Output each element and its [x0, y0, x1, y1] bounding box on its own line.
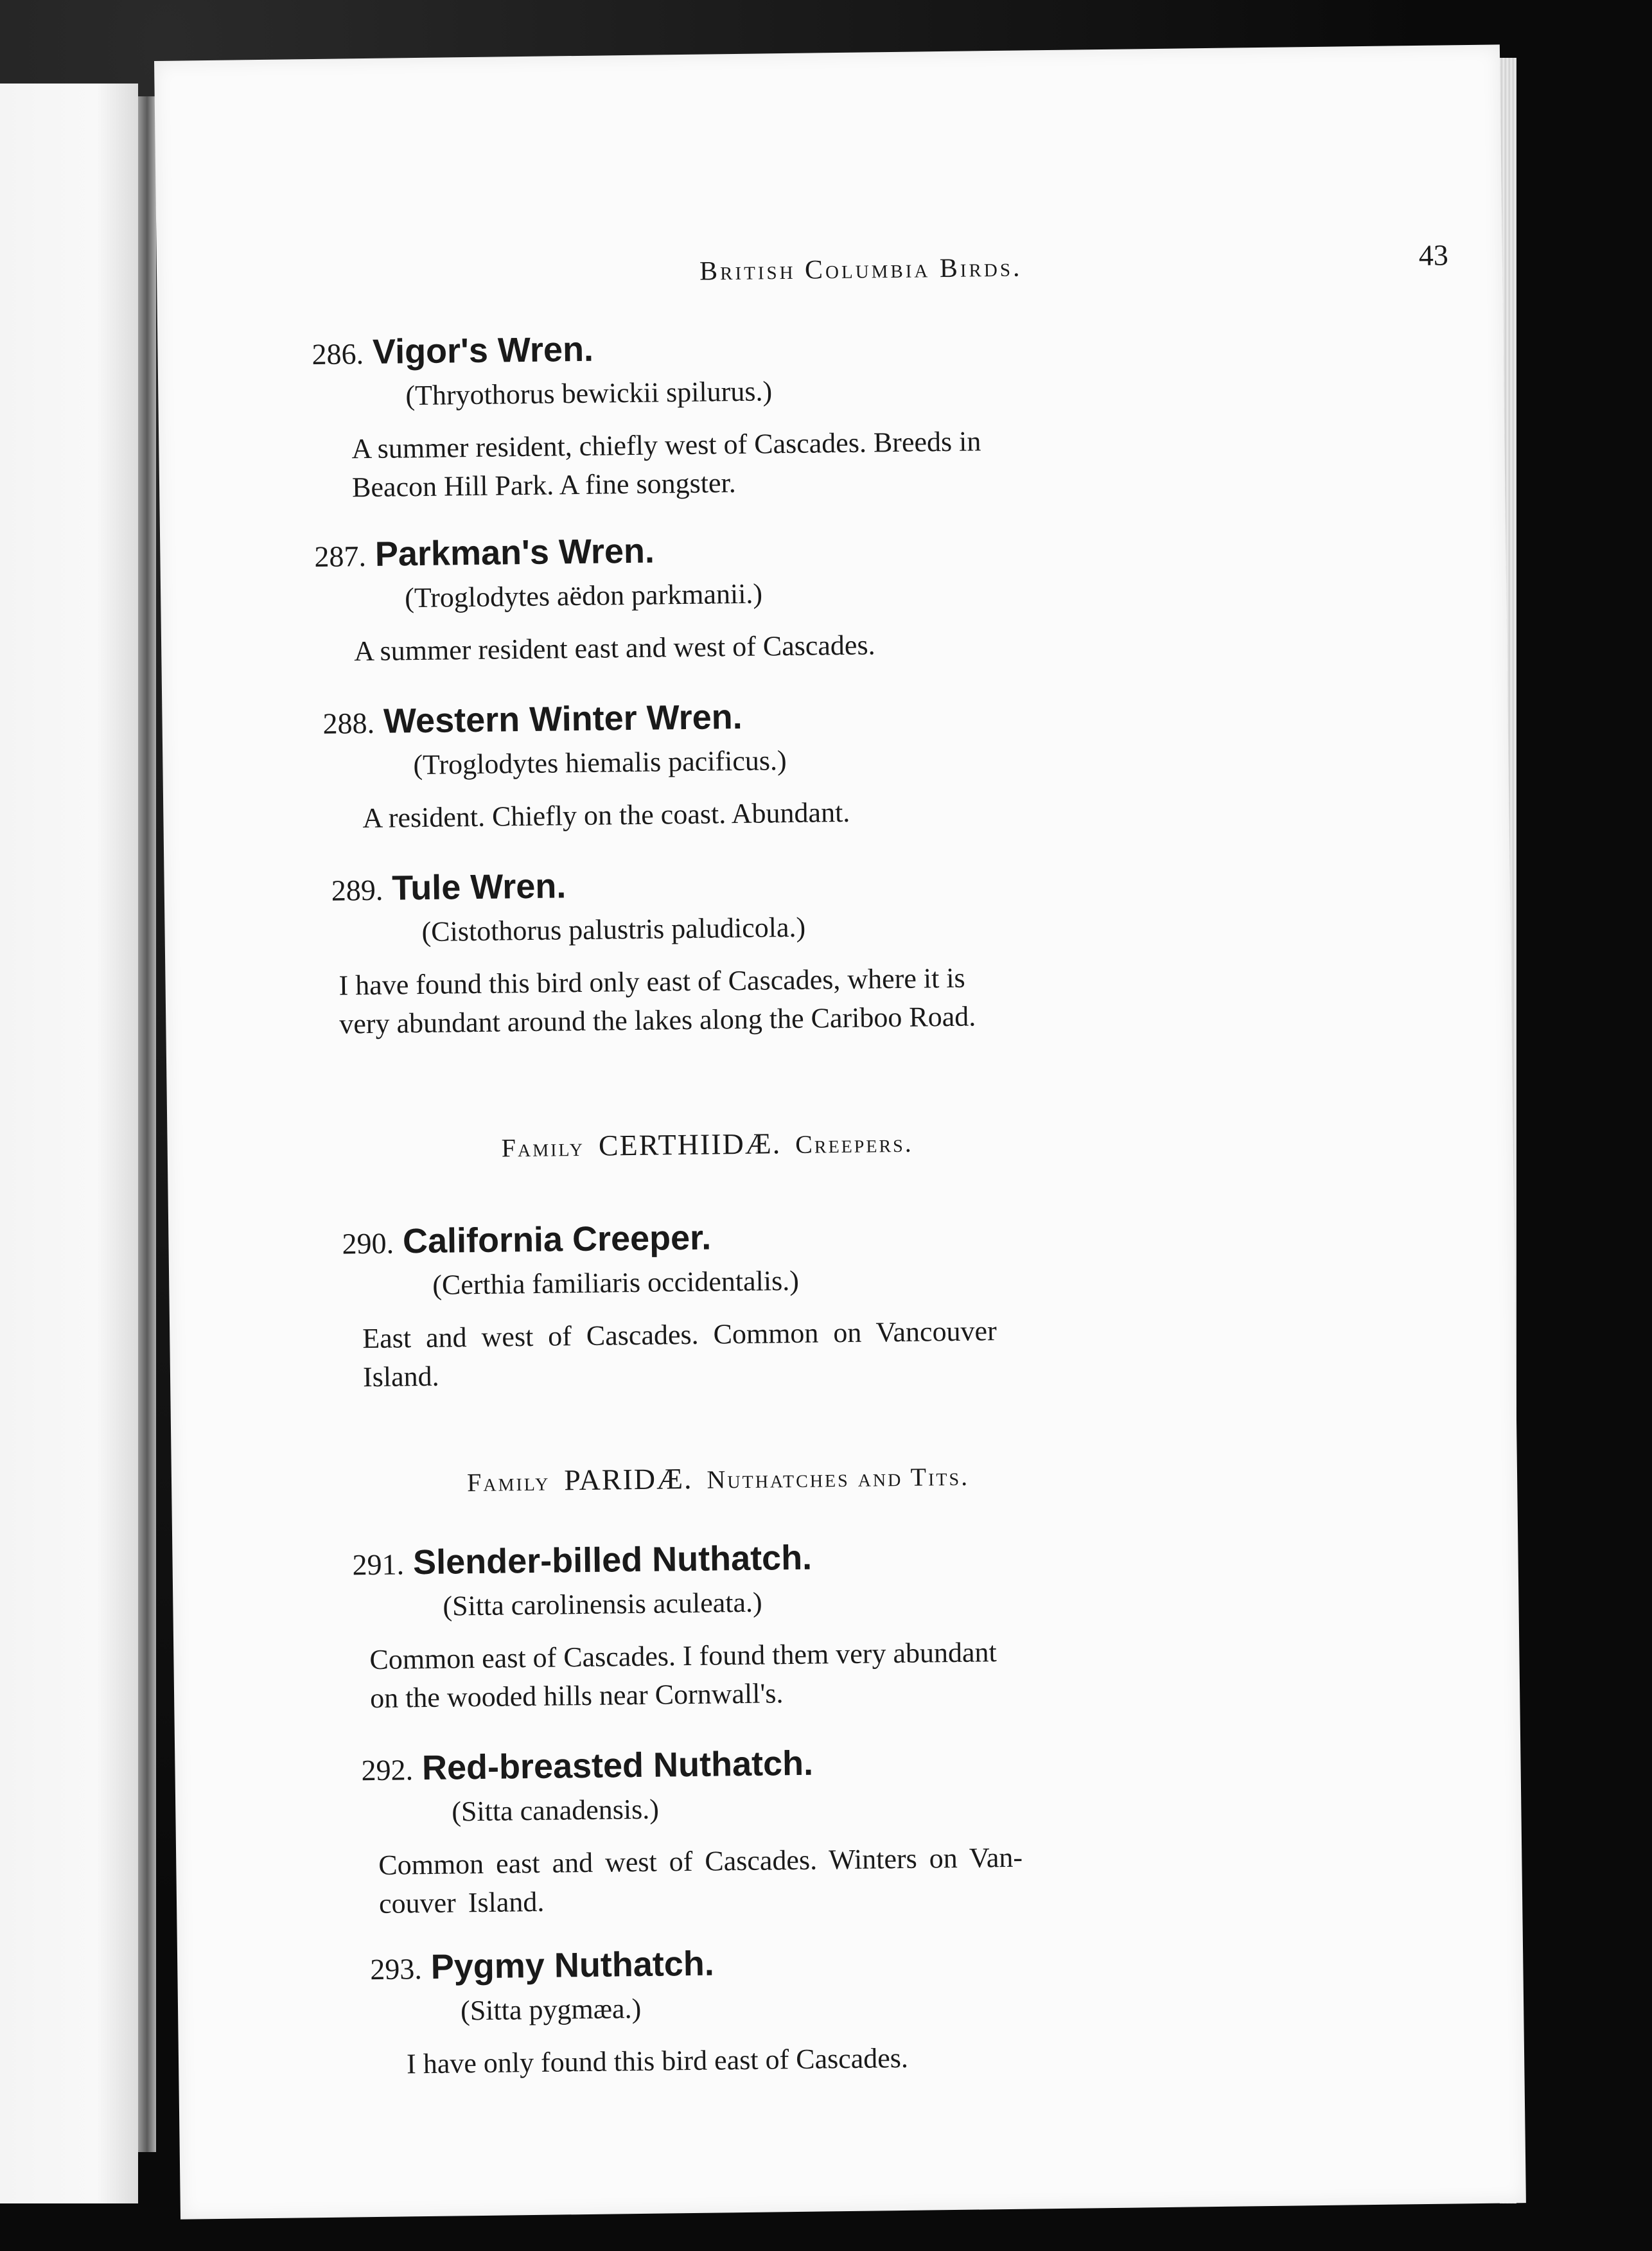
- entry-heading: [314, 524, 1214, 578]
- entry-number: 286.: [312, 337, 364, 371]
- species-description: [371, 2035, 1271, 2084]
- scientific-name: (Sitta canadensis.): [452, 1793, 660, 1828]
- species-entry-286: [312, 321, 1213, 508]
- species-name: Red-breasted Nuthatch.: [421, 1743, 814, 1788]
- species-description: [313, 419, 1213, 508]
- family-name: PARIDÆ.: [563, 1461, 693, 1497]
- entry-heading: [370, 1936, 1270, 1990]
- entry-heading: [361, 1737, 1261, 1791]
- species-entry-287: [314, 524, 1215, 671]
- entry-number: 290.: [342, 1226, 394, 1260]
- entry-number: 293.: [370, 1952, 423, 1986]
- entry-heading: [331, 858, 1231, 912]
- entry-heading: [352, 1532, 1252, 1585]
- scientific-name: (Sitta carolinensis aculeata.): [443, 1586, 762, 1622]
- family-label: Family: [501, 1132, 585, 1163]
- entry-number: 289.: [331, 873, 383, 907]
- entry-heading: [342, 1210, 1242, 1264]
- description-text: I have only found this bird east of Cascades.: [406, 2042, 909, 2080]
- species-name: Pygmy Nuthatch.: [430, 1944, 715, 1986]
- description-text: Common east and west of Cascades. Winters on Van- couver Island.: [378, 1841, 1023, 1920]
- description-text: East and west of Cascades. Common on Vancouver Island.: [362, 1315, 997, 1393]
- species-name: California Creeper.: [402, 1218, 712, 1261]
- species-description: [343, 1835, 1262, 1923]
- family-common-name: Nuthatches and Tits.: [707, 1461, 970, 1494]
- species-name: Vigor's Wren.: [372, 330, 594, 371]
- entry-number: 291.: [352, 1548, 405, 1582]
- species-name: Tule Wren.: [391, 867, 567, 908]
- species-entry-289: [331, 858, 1232, 1044]
- scientific-name: (Sitta pygmæa.): [460, 1992, 642, 2027]
- species-description: [306, 956, 1232, 1045]
- species-entry-293: [370, 1936, 1270, 2084]
- description-text: A summer resident, chiefly west of Cascades. Breeds in Beacon Hill Park. A fine songster.: [351, 425, 981, 504]
- page-content: [311, 238, 1449, 2080]
- description-text: A summer resident east and west of Cascades.: [353, 629, 875, 667]
- scientific-name: (Certhia familiaris occidentalis.): [432, 1264, 800, 1301]
- species-description: [315, 622, 1215, 671]
- family-common-name: Creepers.: [795, 1128, 913, 1159]
- scientific-name: (Thryothorus bewickii spilurus.): [405, 375, 773, 412]
- species-description: [324, 789, 1224, 838]
- species-name: Slender-billed Nuthatch.: [412, 1538, 813, 1582]
- species-entry-291: [352, 1532, 1253, 1718]
- description-text: Common east of Cascades. I found them very abundant on the wooded hills near Cornwall's.: [369, 1636, 997, 1715]
- entry-number: 288.: [322, 706, 375, 740]
- family-heading-paridae: [467, 1458, 970, 1499]
- running-head: [699, 238, 1449, 298]
- species-entry-290: [342, 1210, 1243, 1397]
- species-entry-288: [322, 691, 1223, 838]
- entry-heading: [322, 691, 1222, 745]
- species-description: [334, 1630, 1253, 1718]
- scientific-name: (Cistothorus palustris paludicola.): [421, 911, 806, 948]
- species-name: Parkman's Wren.: [374, 531, 655, 574]
- family-heading-certhiidae: [501, 1125, 913, 1164]
- scientific-name: (Troglodytes aëdon parkmanii.): [404, 578, 763, 614]
- species-entry-292: [361, 1737, 1262, 1923]
- book-page: [154, 44, 1526, 2219]
- facing-page-edge: [0, 84, 138, 2203]
- scientific-name: (Troglodytes hiemalis pacificus.): [413, 745, 787, 781]
- page-number: 43: [1418, 238, 1449, 272]
- family-name: CERTHIIDÆ.: [598, 1127, 782, 1162]
- description-text: I have found this bird only east of Cascades, where it is very abundant around the lakes along the Cariboo Road.: [338, 962, 976, 1040]
- species-name: Western Winter Wren.: [383, 697, 743, 741]
- entry-heading: [312, 321, 1211, 375]
- entry-number: 292.: [361, 1753, 414, 1787]
- species-description: [330, 1309, 1243, 1397]
- family-label: Family: [466, 1467, 550, 1497]
- description-text: A resident. Chiefly on the coast. Abundant.: [362, 796, 850, 834]
- entry-number: 287.: [314, 540, 367, 574]
- book-gutter: [138, 96, 156, 2152]
- running-head-title: British Columbia Birds.: [699, 252, 1023, 287]
